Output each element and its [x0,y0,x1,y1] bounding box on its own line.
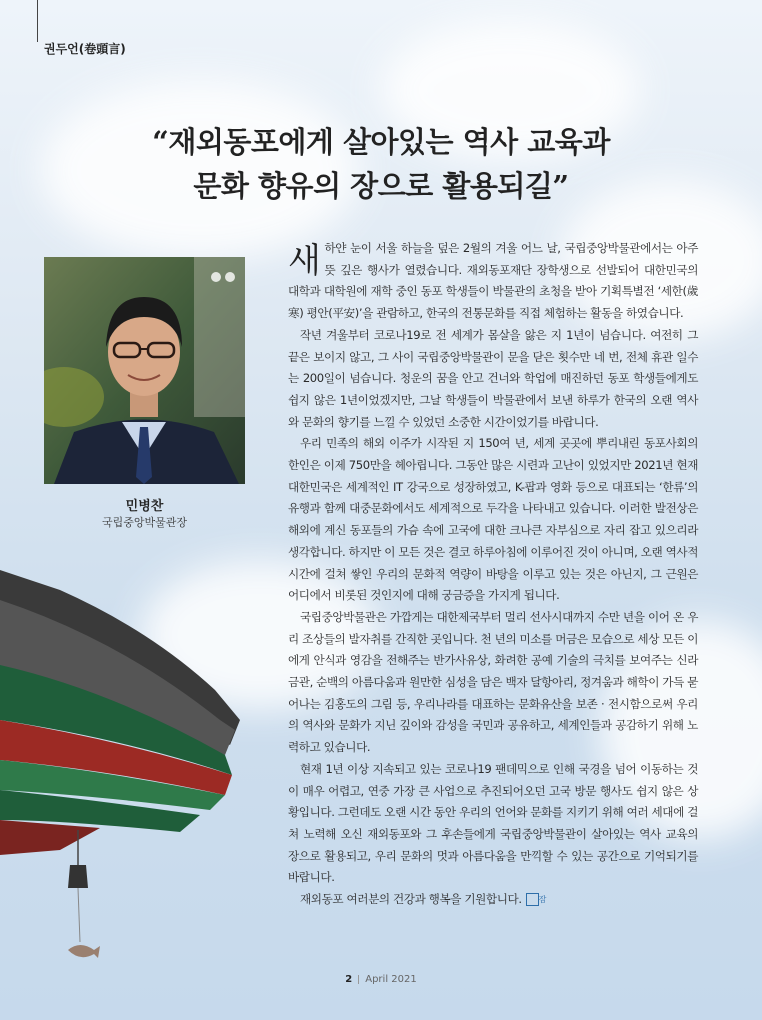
paragraph-1-text: 하얀 눈이 서울 하늘을 덮은 2월의 겨울 어느 날, 국립중앙박물관에서는 아주 뜻 깊은 행사가 열렸습니다. 재외동포재단 장학생으로 선발되어 대한민국의 대학과 대학원에 재학 중인 동포 학생들이 박물관의 초청을 받아 기획특별전 ‘세한(歲寒) 평안(平安)’을 관람하고, 한국의 전통문화를 직접 체험하는 활동을 하였습니다. [288,241,698,321]
drop-cap: 새 [288,241,321,281]
author-photo [44,257,245,484]
paragraph-4: 국립중앙박물관은 가깝게는 대한제국부터 멀리 선사시대까지 수만 년을 이어 온 우리 조상들의 발자취를 간직한 곳입니다. 천 년의 미소를 머금은 모습으로 세상 모든 이에게 안식과 영감을 전해주는 반가사유상, 화려한 공예 기술의 극치를 보여주는 신라금관, 순백의 아름다움과 원만한 심성을 담은 백자 달항아리, 정겨움과 해학이 가득 묻어나는 김홍도의 그림 등, 우리나라를 대표하는 문화유산을 보존 · 전시함으로써 우리의 역사와 문화가 지닌 깊이와 감성을 국민과 공유하고, 세계인들과 공감하기 위해 노력하고 있습니다. [288,609,698,755]
paragraph-3: 우리 민족의 해외 이주가 시작된 지 150여 년, 세계 곳곳에 뿌리내린 동포사회의 한인은 이제 750만을 헤아립니다. 그동안 많은 시련과 고난이 있었지만 2021년 현재 대한민국은 세계적인 IT 강국으로 성장하였고, K-팝과 영화 등으로 대표되는 ‘한류’의 유행과 함께 대중문화에서도 세계적으로 두각을 나타내고 있습니다. 이러한 발전상은 해외에 계신 동포들의 가슴 속에 고국에 대한 크나큰 자부심으로 자리 잡고 있으리라 생각합니다. 하지만 이 모든 것은 결코 하루아침에 이루어진 것이 아니며, 오랜 역사적 시간에 걸쳐 쌓인 우리의 문화적 역량이 바탕을 이루고 있는 것은 아닌지, 그 근원은 어디에서 비롯된 것인지에 대해 궁금증을 가지게 됩니다. [288,436,698,603]
page-footer [0,974,762,985]
end-mark-icon: 잠 [526,893,539,906]
author-role: 국립중앙박물관장 [101,516,187,529]
title-line-1: “재외동포에게 살아있는 역사 교육과 [152,125,610,159]
traditional-roof-illustration [0,570,250,970]
footer-divider [358,975,359,984]
section-rule [37,0,38,42]
issue-date: April 2021 [365,974,417,985]
page-number: 2 [345,974,353,985]
author-name: 민병찬 [125,499,164,514]
article-body [288,238,698,911]
title-line-2: 문화 향유의 장으로 활용되길” [193,169,569,203]
paragraph-5: 현재 1년 이상 지속되고 있는 코로나19 팬데믹으로 인해 국경을 넘어 이동하는 것이 매우 어렵고, 연중 가장 큰 사업으로 추진되어오던 고국 방문 행사도 쉽지 않은 상황입니다. 그런데도 오랜 시간 동안 우리의 언어와 문화를 지키기 위해 여러 세대에 걸쳐 노력해 오신 재외동포와 그 후손들에게 국립중앙박물관이 살아있는 역사 교육의 장으로 활용되고, 우리 문화의 멋과 아름다움을 만끽할 수 있는 공간으로 기억되기를 바랍니다. [288,761,698,885]
paragraph-6 [288,889,698,911]
paragraph-2: 작년 겨울부터 코로나19로 전 세계가 몸살을 앓은 지 1년이 넘습니다. 여전히 그 끝은 보이지 않고, 그 사이 국립중앙박물관이 문을 닫은 횟수만 네 번, 전체 휴관 일수는 200일이 넘습니다. 청운의 꿈을 안고 건너와 학업에 매진하던 동포 학생들에게도 쉽지 않은 1년이었겠지만, 그날 학생들이 박물관에서 보낸 하루가 한국의 오랜 역사와 문화의 향기를 느낄 수 있었던 소중한 시간이었기를 바랍니다. [288,327,698,429]
section-label: 권두언(卷頭言) [44,42,126,56]
paragraph-1 [288,238,698,325]
page-title [0,120,762,208]
paragraph-6-text: 재외동포 여러분의 건강과 행복을 기원합니다. [300,892,522,907]
